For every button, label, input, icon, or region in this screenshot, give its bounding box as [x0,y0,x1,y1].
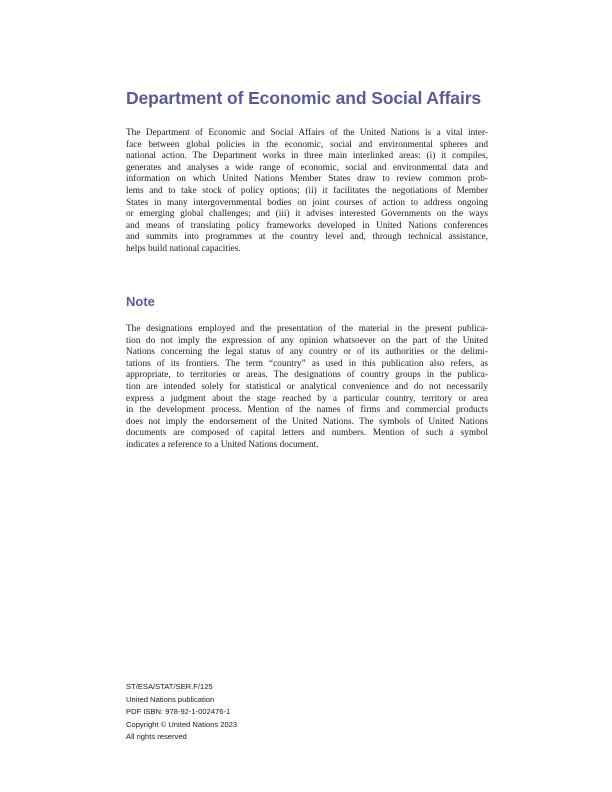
intro-line: national action. The Department works in three main interlinked areas: (i) it compiles, [126,151,488,162]
publication-type: United Nations publication [126,694,215,704]
note-heading: Note [126,294,155,309]
intro-line: States in many intergovernmental bodies on joint courses of action to address ongoing [126,197,488,208]
intro-line: generates and analyses a wide range of economic, social and environmental data and [126,162,488,173]
note-line: tion are intended solely for statistical or analytical convenience and do not necessarily [126,381,488,392]
note-line: appropriate, to territories or areas. The designations of country groups in the publica- [126,370,488,381]
note-line: tion do not imply the expression of any opinion whatsoever on the part of the United [126,335,488,346]
intro-line: and summits into programmes at the country level and, through technical assistance, [126,232,488,243]
intro-line: lems and to take stock of policy options; (ii) it facilitates the negotiations of Member [126,185,488,196]
page-title: Department of Economic and Social Affairs [126,88,482,108]
intro-line: and means of translating policy frameworks developed in United Nations conferences [126,220,488,231]
note-line: in the development process. Mention of the names of firms and commercial products [126,405,488,416]
rights-notice: All rights reserved [126,732,187,742]
intro-line: The Department of Economic and Social Affairs of the United Nations is a vital inter- [126,128,488,138]
intro-line: or emerging global challenges; and (iii) it advises interested Governments on the ways [126,209,488,220]
colophon [126,681,237,744]
note-line: indicates a reference to a United Nations document. [126,439,319,450]
note-paragraph [126,324,488,452]
intro-line: face between global policies in the economic, social and environmental spheres and [126,139,488,150]
note-line: tations of its frontiers. The term “country” as used in this publication also refers, as [126,358,488,369]
note-line: documents are composed of capital letters and numbers. Mention of such a symbol [126,428,488,439]
note-line: express a judgment about the stage reached by a particular country, territory or area [126,393,488,404]
document-symbol: ST/ESA/STAT/SER.F/125 [126,682,213,691]
isbn: PDF ISBN: 978-92-1-002476-1 [126,707,231,717]
note-line: does not imply the endorsement of the United Nations. The symbols of United Nations [126,416,488,427]
note-line: Nations concerning the legal status of any country or of its authorities or the delimi- [126,347,488,358]
intro-line: helps build national capacities. [126,243,241,254]
intro-paragraph [126,128,488,256]
note-line: The designations employed and the presentation of the material in the present publica- [126,324,488,334]
copyright-notice: Copyright © United Nations 2023 [126,719,238,729]
intro-line: information on which United Nations Member States draw to review common prob- [126,174,488,185]
